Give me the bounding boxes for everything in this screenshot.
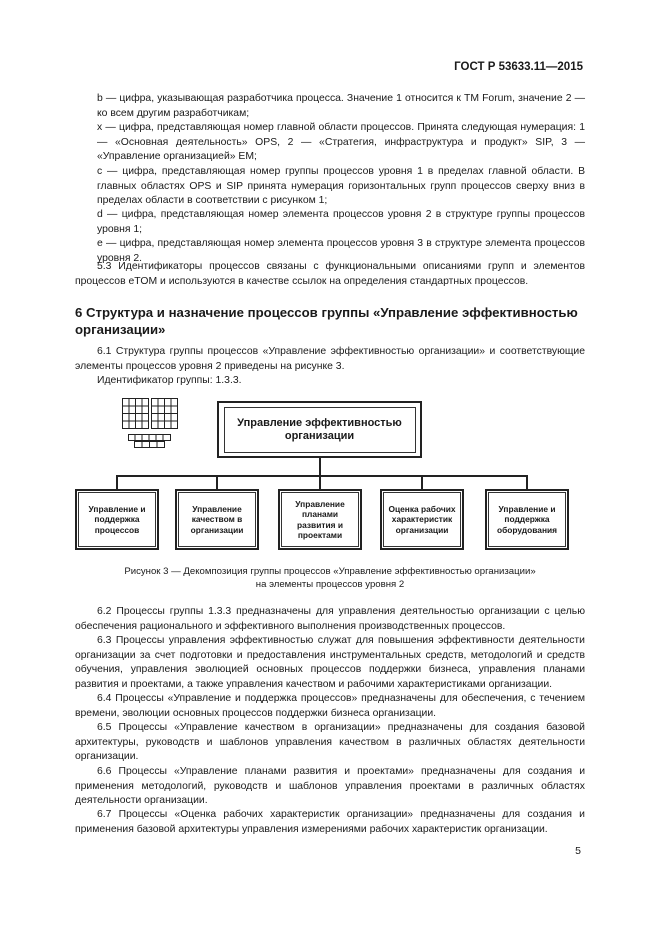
paragraph-6-3: 6.3 Процессы управления эффективностью служат для повышения эффективности деятельности организации за счет подготовки и предоставления инструментальных средств, методологий и средств обучения, управления эволюцией основных процессов поддержки бизнеса, управления планами развития и проектами, а также управления качеством и рабочими характеристиками организации. <box>75 635 585 690</box>
definition-d: d — цифра, представляющая номер элемента процессов уровня 2 в структуре группы процессов уровня 1; <box>97 209 585 235</box>
document-header: ГОСТ Р 53633.11—2015 <box>454 61 583 73</box>
sub-process-box-1 <box>75 489 159 550</box>
definition-b: b — цифра, указывающая разработчика процесса. Значение 1 относится к TM Forum, значение 2 — ко всем другим разработчикам; <box>97 93 585 119</box>
top-process-label: Управление эффективностью организации <box>224 407 416 453</box>
sub-process-label-5: Управление и поддержка оборудования <box>488 492 566 547</box>
figure-caption-line-2: на элементы процессов уровня 2 <box>255 579 405 590</box>
sub-process-label-4: Оценка рабочих характеристик организации <box>383 492 461 547</box>
paragraph-6-1: 6.1 Структура группы процессов «Управление эффективностью организации» и соответствующие элементы процессов уровня 2 приведены на рисунке 3. <box>75 346 585 372</box>
sub-process-label-2: Управление качеством в организации <box>178 492 256 547</box>
paragraph-6-4: 6.4 Процессы «Управление и поддержка процессов» предназначены для обеспечения, с течением времени, эволюции основных процессов поддержки бизнеса организации. <box>75 693 585 719</box>
connector-drop-3 <box>319 475 321 489</box>
section-6-title: 6 Структура и назначение процессов группы «Управление эффективностью организации» <box>75 305 578 337</box>
connector-drop-2 <box>216 475 218 489</box>
group-identifier: Идентификатор группы: 1.3.3. <box>97 375 242 386</box>
connector-drop-1 <box>116 475 118 489</box>
figure-caption-line-1: Рисунок 3 — Декомпозиция группы процессов «Управление эффективностью организации» <box>124 566 536 577</box>
definition-e: e — цифра, представляющая номер элемента процессов уровня 3 в структуре элемента процессов уровня 2. <box>97 238 585 264</box>
sub-process-box-3 <box>278 489 362 550</box>
sub-process-box-4 <box>380 489 464 550</box>
sub-process-label-3: Управление планами развития и проектами <box>281 492 359 547</box>
connector-vertical-top <box>319 458 321 476</box>
paragraph-5-3: 5.3 Идентификаторы процессов связаны с функциональными описаниями групп и элементов процессов eTOM и используются в качестве ссылок на определения стандартных процессов. <box>75 261 585 287</box>
process-grid-icon <box>122 398 182 450</box>
sub-process-box-5 <box>485 489 569 550</box>
connector-drop-5 <box>526 475 528 489</box>
sub-process-label-1: Управление и поддержка процессов <box>78 492 156 547</box>
paragraph-6-5: 6.5 Процессы «Управление качеством в организации» предназначены для создания базовой архитектуры, руководств и шаблонов управления качеством в различных областях деятельности организации. <box>75 722 585 763</box>
connector-drop-4 <box>421 475 423 489</box>
definition-x: x — цифра, представляющая номер главной области процессов. Принята следующая нумерация: 1 — «Основная деятельность» OPS, 2 — «Стратегия, инфраструктура и продукт» SIP, 3 — «Управление организацией» EM; <box>97 122 585 163</box>
top-process-box <box>217 401 422 458</box>
paragraph-6-2: 6.2 Процессы группы 1.3.3 предназначены для управления деятельностью организации с целью обеспечения рационального и эффективного выполнения производственных процессов. <box>75 606 585 632</box>
paragraph-6-6: 6.6 Процессы «Управление планами развития и проектами» предназначены для создания и применения методологий, руководств и шаблонов управления проектами в различных областях деятельности организации. <box>75 766 585 807</box>
sub-process-box-2 <box>175 489 259 550</box>
definition-c: c — цифра, представляющая номер группы процессов уровня 1 в пределах главной области. В главных областях OPS и SIP принята нумерация горизонтальных групп процессов сверху вниз в пределах области в соответствии с рисунком 1; <box>97 166 585 207</box>
connector-horizontal <box>116 475 528 477</box>
paragraph-6-7: 6.7 Процессы «Оценка рабочих характеристик организации» предназначены для создания и применения базовой архитектуры управления измерениями рабочих характеристик организации. <box>75 809 585 835</box>
page-number: 5 <box>575 845 581 857</box>
